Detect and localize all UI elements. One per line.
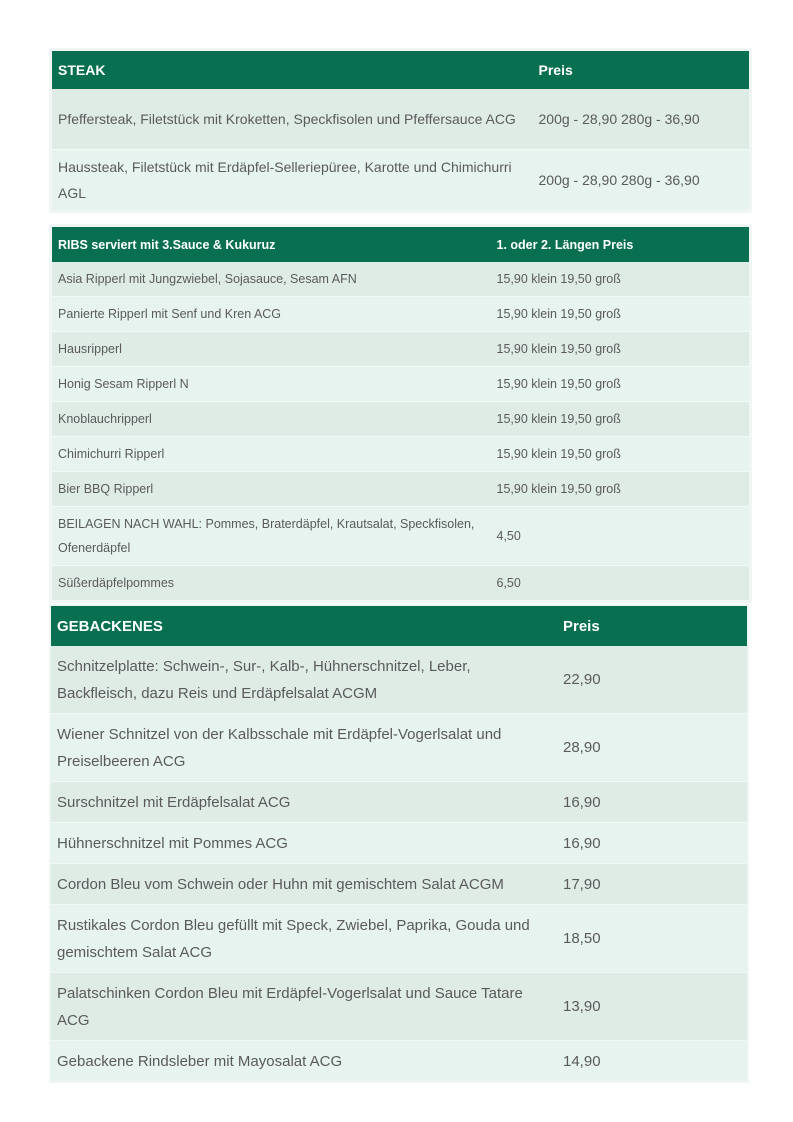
dish-price: 28,90 <box>557 714 748 782</box>
table-row <box>51 150 751 212</box>
dish-price: 15,90 klein 19,50 groß <box>491 437 751 472</box>
dish-price: 15,90 klein 19,50 groß <box>491 472 751 507</box>
gebackenes-header-price: Preis <box>557 605 748 646</box>
table-row <box>51 472 751 507</box>
dish-price: 15,90 klein 19,50 groß <box>491 262 751 297</box>
dish-name: Hausripperl <box>51 332 491 367</box>
table-row <box>51 437 751 472</box>
dish-price: 22,90 <box>557 646 748 714</box>
table-row <box>50 646 748 714</box>
dish-name: Pfeffersteak, Filetstück mit Kroketten, Speckfisolen und Pfeffersauce ACG <box>51 89 533 150</box>
table-row <box>50 782 748 823</box>
table-row <box>50 823 748 864</box>
dish-price: 16,90 <box>557 823 748 864</box>
table-row <box>51 262 751 297</box>
dish-name: Asia Ripperl mit Jungzwiebel, Sojasauce, Sesam AFN <box>51 262 491 297</box>
dish-price: 18,50 <box>557 905 748 973</box>
dish-price: 16,90 <box>557 782 748 823</box>
table-row <box>51 297 751 332</box>
dish-price: 15,90 klein 19,50 groß <box>491 297 751 332</box>
gebackenes-header-row <box>50 605 748 646</box>
dish-name: Surschnitzel mit Erdäpfelsalat ACG <box>50 782 557 823</box>
dish-price: 200g - 28,90 280g - 36,90 <box>533 150 751 212</box>
ribs-header-price: 1. oder 2. Längen Preis <box>491 226 751 263</box>
dish-name: Panierte Ripperl mit Senf und Kren ACG <box>51 297 491 332</box>
dish-name: Wiener Schnitzel von der Kalbsschale mit Erdäpfel-Vogerlsalat und Preiselbeeren ACG <box>50 714 557 782</box>
dish-name: BEILAGEN NACH WAHL: Pommes, Braterdäpfel, Krautsalat, Speckfisolen, Ofenerdäpfel <box>51 507 491 566</box>
ribs-table <box>49 224 752 603</box>
steak-header-price: Preis <box>533 50 751 90</box>
dish-name: Haussteak, Filetstück mit Erdäpfel-Selleriepüree, Karotte und Chimichurri AGL <box>51 150 533 212</box>
dish-name: Palatschinken Cordon Bleu mit Erdäpfel-Vogerlsalat und Sauce Tatare ACG <box>50 973 557 1041</box>
gebackenes-header-item: GEBACKENES <box>50 605 557 646</box>
dish-price: 15,90 klein 19,50 groß <box>491 367 751 402</box>
dish-price: 6,50 <box>491 566 751 602</box>
table-row <box>50 864 748 905</box>
dish-name: Honig Sesam Ripperl N <box>51 367 491 402</box>
dish-price: 15,90 klein 19,50 groß <box>491 402 751 437</box>
steak-header-item: STEAK <box>51 50 533 90</box>
dish-name: Knoblauchripperl <box>51 402 491 437</box>
dish-price: 17,90 <box>557 864 748 905</box>
table-row <box>51 402 751 437</box>
table-row <box>51 367 751 402</box>
ribs-header-item: RIBS serviert mit 3.Sauce & Kukuruz <box>51 226 491 263</box>
dish-price: 14,90 <box>557 1041 748 1083</box>
steak-table <box>49 48 752 213</box>
table-row <box>50 973 748 1041</box>
steak-header-row <box>51 50 751 90</box>
dish-name: Chimichurri Ripperl <box>51 437 491 472</box>
dish-name: Schnitzelplatte: Schwein-, Sur-, Kalb-, Hühnerschnitzel, Leber, Backfleisch, dazu Reis und Erdäpfelsalat ACGM <box>50 646 557 714</box>
dish-name: Cordon Bleu vom Schwein oder Huhn mit gemischtem Salat ACGM <box>50 864 557 905</box>
dish-price: 4,50 <box>491 507 751 566</box>
table-row <box>50 1041 748 1083</box>
table-row <box>50 714 748 782</box>
table-row <box>51 89 751 150</box>
dish-name: Rustikales Cordon Bleu gefüllt mit Speck, Zwiebel, Paprika, Gouda und gemischtem Salat ACG <box>50 905 557 973</box>
dish-name: Bier BBQ Ripperl <box>51 472 491 507</box>
dish-name: Süßerdäpfelpommes <box>51 566 491 602</box>
dish-price: 15,90 klein 19,50 groß <box>491 332 751 367</box>
dish-price: 200g - 28,90 280g - 36,90 <box>533 89 751 150</box>
dish-price: 13,90 <box>557 973 748 1041</box>
table-row <box>50 905 748 973</box>
gebackenes-table <box>49 604 749 1083</box>
table-row <box>51 507 751 566</box>
table-row <box>51 332 751 367</box>
dish-name: Gebackene Rindsleber mit Mayosalat ACG <box>50 1041 557 1083</box>
ribs-header-row <box>51 226 751 263</box>
table-row <box>51 566 751 602</box>
dish-name: Hühnerschnitzel mit Pommes ACG <box>50 823 557 864</box>
